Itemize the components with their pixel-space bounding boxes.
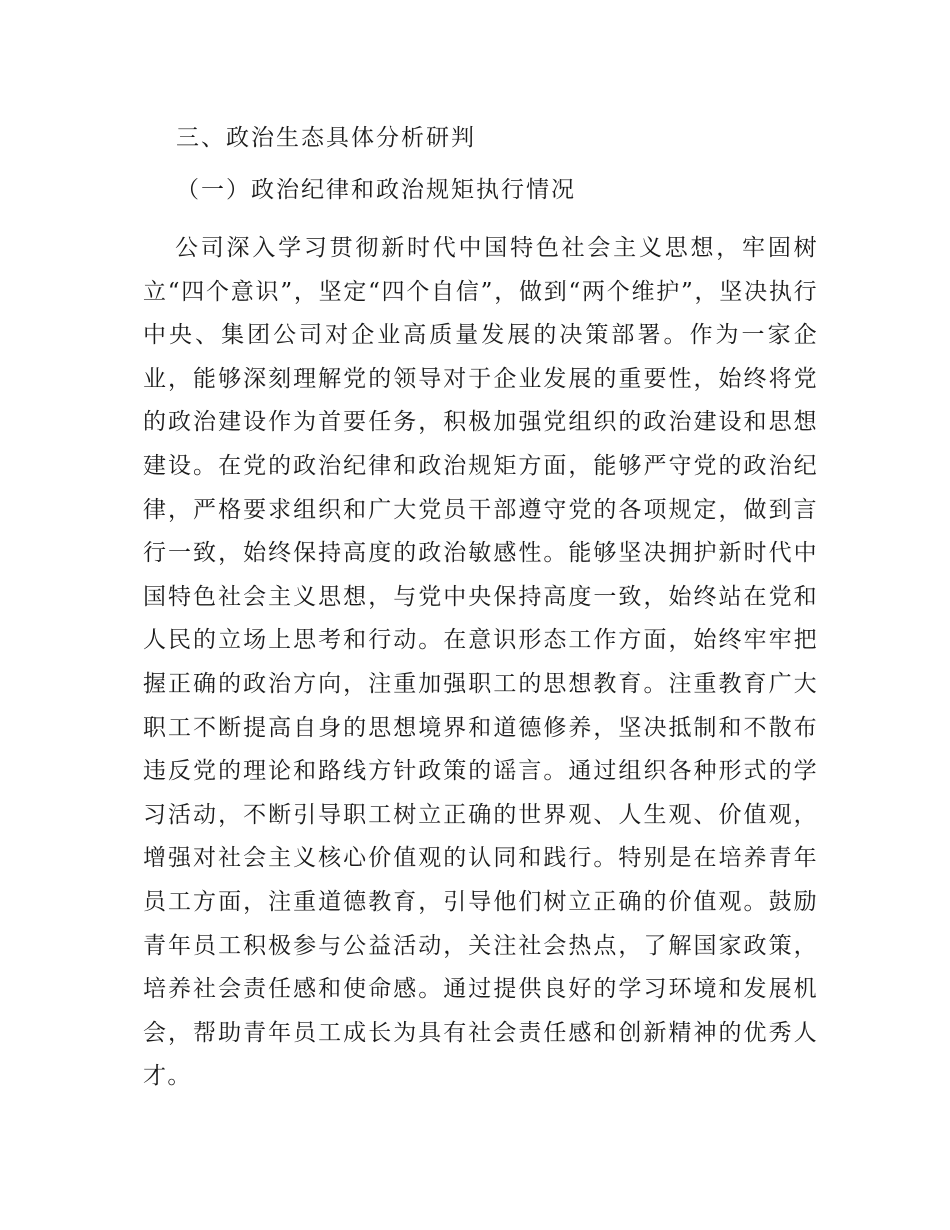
subsection-heading: （一）政治纪律和政治规矩执行情况 [176,177,576,203]
section-heading: 三、政治生态具体分析研判 [176,125,476,151]
body-paragraph: 公司深入学习贯彻新时代中国特色社会主义思想，牢固树立“四个意识”，坚定“四个自信”，做到“两个维护”，坚决执行中央、集团公司对企业高质量发展的决策部署。作为一家企业，能够深刻理解党的领导对于企业发展的重要性，始终将党的政治建设作为首要任务，积极加强党组织的政治建设和思想建设。在党的政治纪律和政治规矩方面，能够严守党的政治纪律，严格要求组织和广大党员干部遵守党的各项规定，做到言行一致，始终保持高度的政治敏感性。能够坚决拥护新时代中国特色社会主义思想，与党中央保持高度一致，始终站在党和人民的立场上思考和行动。在意识形态工作方面，始终牢牢把握正确的政治方向，注重加强职工的思想教育。注重教育广大职工不断提高自身的思想境界和道德修养，坚决抵制和不散布违反党的理论和路线方针政策的谣言。通过组织各种形式的学习活动，不断引导职工树立正确的世界观、人生观、价值观，增强对社会主义核心价值观的认同和践行。特别是在培养青年员工方面，注重道德教育，引导他们树立正确的价值观。鼓励青年员工积极参与公益活动，关注社会热点，了解国家政策，培养社会责任感和使命感。通过提供良好的学习环境和发展机会，帮助青年员工成长为具有社会责任感和创新精神的优秀人才。 [143,235,818,1090]
